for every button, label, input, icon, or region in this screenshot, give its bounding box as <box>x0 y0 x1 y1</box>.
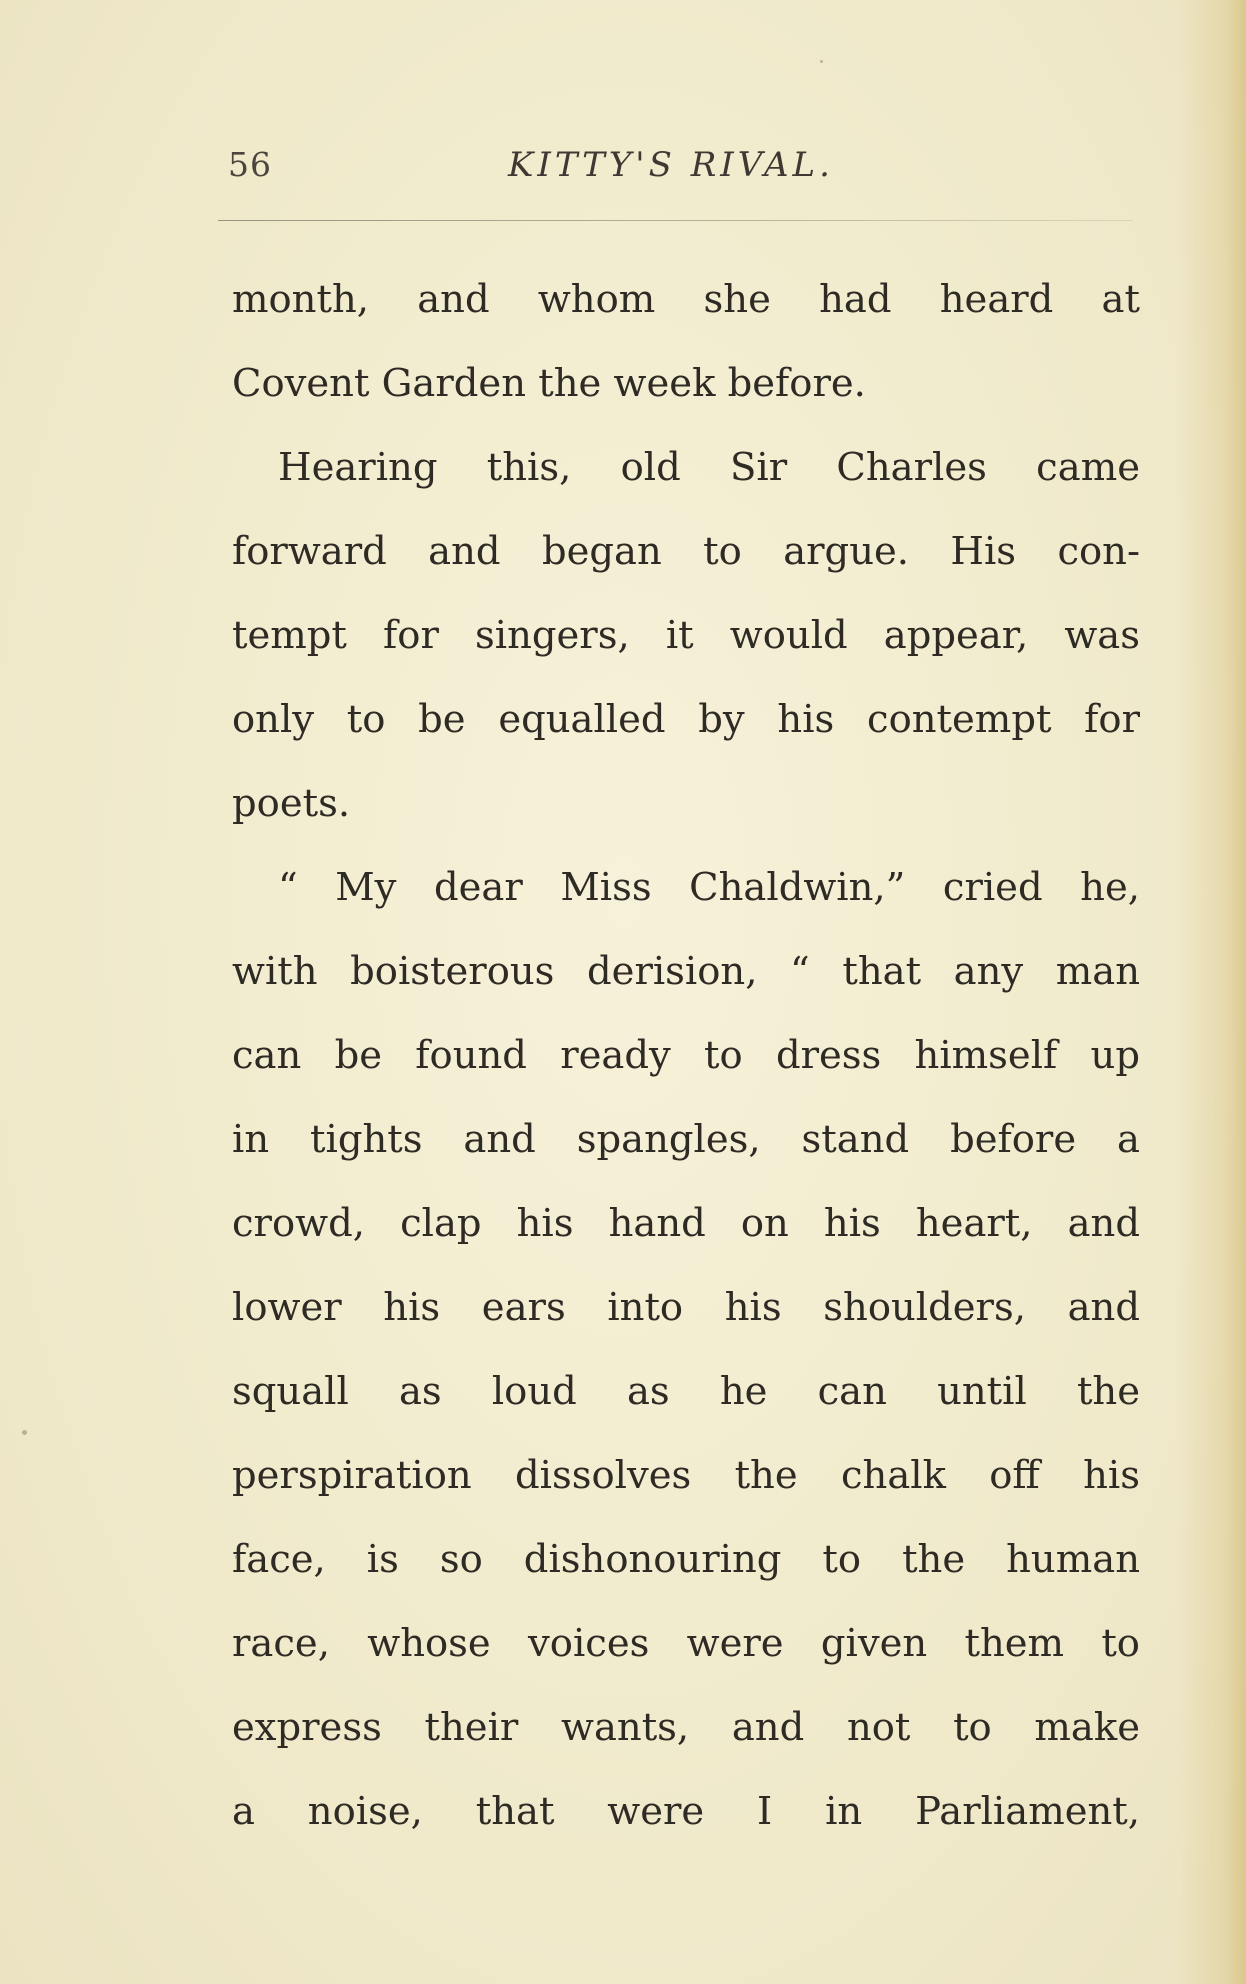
page-number: 56 <box>228 145 272 184</box>
header-rule <box>218 220 1133 221</box>
text-line: month, and whom she had heard at <box>232 277 1140 322</box>
text-line: perspiration dissolves the chalk off his <box>232 1453 1140 1498</box>
text-line: in tights and spangles, stand before a <box>232 1117 1140 1162</box>
text-line: can be found ready to dress himself up <box>232 1033 1140 1078</box>
paper-speck <box>820 60 823 63</box>
text-line: Covent Garden the week before. <box>232 361 866 406</box>
text-line: lower his ears into his shoulders, and <box>232 1285 1140 1330</box>
text-line: tempt for singers, it would appear, was <box>232 613 1140 658</box>
body-text <box>232 258 1140 1854</box>
text-line: with boisterous derision, “ that any man <box>232 949 1140 994</box>
running-header <box>228 145 1138 195</box>
text-line: face, is so dishonouring to the human <box>232 1537 1140 1582</box>
text-line: “ My dear Miss Chaldwin,” cried he, <box>278 865 1140 910</box>
paper-speck <box>22 1430 27 1435</box>
text-line: crowd, clap his hand on his heart, and <box>232 1201 1140 1246</box>
text-line: express their wants, and not to make <box>232 1705 1140 1750</box>
paper-speck <box>235 1555 238 1559</box>
text-line: Hearing this, old Sir Charles came <box>278 445 1140 490</box>
text-line: forward and began to argue. His con- <box>232 529 1140 574</box>
page-spine-shadow <box>1176 0 1246 1984</box>
text-line: squall as loud as he can until the <box>232 1369 1140 1414</box>
running-title: KITTY'S RIVAL. <box>508 145 834 185</box>
text-line: only to be equalled by his contempt for <box>232 697 1140 742</box>
text-line: poets. <box>232 781 351 826</box>
text-line: a noise, that were I in Parliament, <box>232 1789 1140 1834</box>
text-line: race, whose voices were given them to <box>232 1621 1140 1666</box>
